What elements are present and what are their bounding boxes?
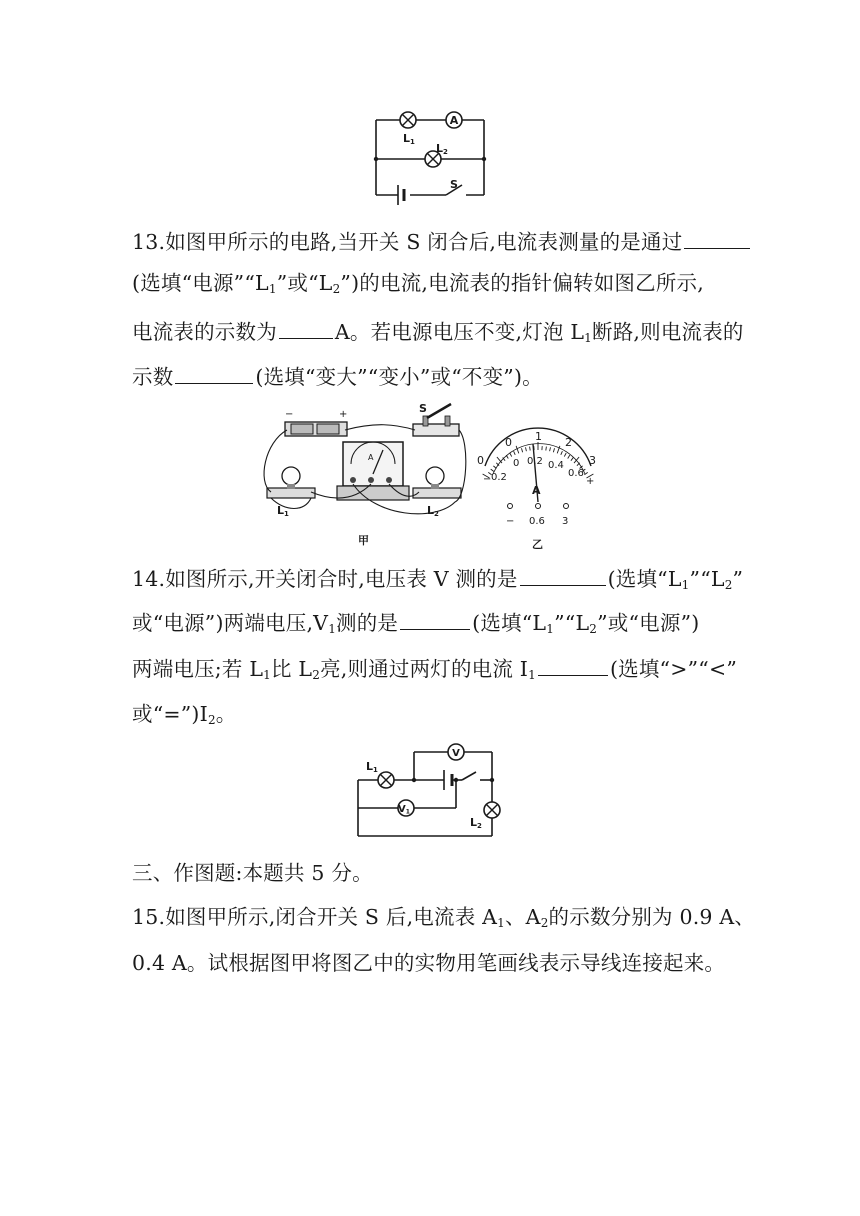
q14-line-3: 两端电压;若 $L_1$比 $L_2$亮,则通过两灯的电流 $I_1$ (选填“>”“<”	[132, 653, 737, 684]
dial-tick	[493, 466, 496, 469]
dial-tick	[497, 457, 502, 463]
lamp-l1-label: L1	[366, 760, 378, 774]
q13-figure	[255, 402, 615, 552]
dial-unit: A	[532, 484, 541, 497]
dial-bottom-1: 0	[513, 458, 520, 469]
dial-bottom-2: 0.2	[527, 456, 543, 467]
dial-tick	[564, 453, 566, 457]
q14-line-2: 或“电源”)两端电压$,V_1$测的是 (选填“$L_1”“L_2$”或“电源”)	[132, 607, 699, 638]
terminal-06: 0.6	[529, 516, 545, 527]
svg-text:−: −	[285, 409, 294, 420]
svg-text:S: S	[419, 402, 427, 415]
dial-bottom-0: 0.2	[491, 472, 507, 483]
dial-tick	[530, 447, 531, 451]
dial-tick	[522, 448, 523, 452]
dial-tick	[571, 458, 573, 461]
terminal-3: 3	[562, 516, 569, 527]
knife-switch-icon	[413, 402, 459, 436]
dial-top-2: 1	[535, 430, 542, 443]
dial-tick	[526, 447, 527, 451]
lamp-l1-icon	[378, 772, 394, 788]
svg-text:V: V	[452, 748, 460, 759]
lamp-l2-label: L2	[470, 816, 482, 830]
svg-text:A: A	[368, 453, 374, 462]
dial-tick	[550, 447, 551, 451]
lamp-l1-label: L1	[403, 132, 415, 146]
q13-line-3: 电流表的示数为 A。若电源电压不变,灯泡 $L_1$断路,则电流表的	[132, 316, 744, 347]
q15-line-2: 0.4 A。试根据图甲将图乙中的实物用笔画线表示导线连接起来。	[132, 951, 726, 975]
q14-blank-1[interactable]	[520, 563, 606, 586]
dial-tick	[561, 451, 563, 455]
lamp-l2-device-label: L2	[427, 504, 439, 518]
q13-blank-1[interactable]	[684, 226, 750, 249]
switch-label: S	[450, 178, 458, 191]
lamp-l1-device-icon	[267, 467, 315, 498]
ammeter-label: A	[449, 114, 459, 127]
q13-blank-3[interactable]	[175, 361, 253, 384]
voltmeter-v1-icon	[398, 800, 414, 816]
q14-line-1: 14.如图所示,开关闭合时,电压表 V 测的是 (选填“$L_1”“L_2$”	[132, 563, 743, 594]
q14-blank-2[interactable]	[400, 607, 470, 630]
dial-bottom-4: 0.6	[568, 468, 584, 479]
q14-line-4: 或“$=”)I_2$。	[132, 702, 237, 727]
dial-tick	[514, 451, 516, 455]
lamp-l2-icon	[484, 802, 500, 818]
ammeter-dial-icon	[477, 428, 596, 527]
dial-tick	[568, 455, 570, 458]
lamp-l1-icon	[400, 112, 416, 128]
q13-line-1: 13.如图甲所示的电路,当开关 S 闭合后,电流表测量的是通过	[132, 226, 752, 257]
voltmeter-v-icon	[448, 744, 464, 760]
dial-top-4: 3	[589, 454, 596, 467]
dial-tick	[546, 447, 547, 451]
q14-blank-3[interactable]	[538, 653, 608, 676]
battery-box-icon	[285, 409, 347, 436]
dial-tick	[553, 448, 554, 452]
ammeter-icon	[446, 112, 462, 128]
q14-circuit-diagram	[350, 740, 510, 842]
dial-top-1: 0	[505, 436, 512, 449]
q13-line-2: (选填“电源$”“L_1$”或“$L_2$”)的电流,电流表的指针偏转如图乙所示,	[132, 271, 704, 296]
q13-blank-2[interactable]	[279, 316, 333, 339]
q15-line-1: 15.如图甲所示,闭合开关 S 后,电流表 $A_1$、$A_2$的示数分别为 0.9 A、	[132, 905, 756, 930]
dial-top-3: 2	[565, 436, 572, 449]
dial-bottom-3: 0.4	[548, 460, 564, 471]
terminal-minus: −	[506, 516, 515, 527]
lamp-l2-device-icon	[413, 467, 461, 498]
dial-bottom-minus: −	[483, 474, 492, 485]
figure-label-yi: 乙	[532, 538, 543, 551]
q12-circuit-diagram	[370, 100, 490, 210]
svg-text:V1: V1	[398, 804, 410, 816]
lamp-l1-device-label: L1	[277, 504, 289, 518]
dial-tick	[510, 453, 512, 457]
svg-text:+: +	[339, 409, 348, 420]
section3-title: 三、作图题:本题共 5 分。	[132, 861, 373, 885]
ammeter-device-icon	[337, 442, 409, 500]
dial-tick	[506, 455, 508, 458]
figure-label-jia: 甲	[358, 534, 369, 547]
lamp-l2-label: L2	[436, 142, 448, 156]
dial-bottom-plus: +	[586, 476, 595, 487]
dial-tick	[516, 446, 519, 454]
q13-line-4: 示数 (选填“变大”“变小”或“不变”)。	[132, 361, 543, 392]
dial-top-0: 0	[477, 454, 484, 467]
